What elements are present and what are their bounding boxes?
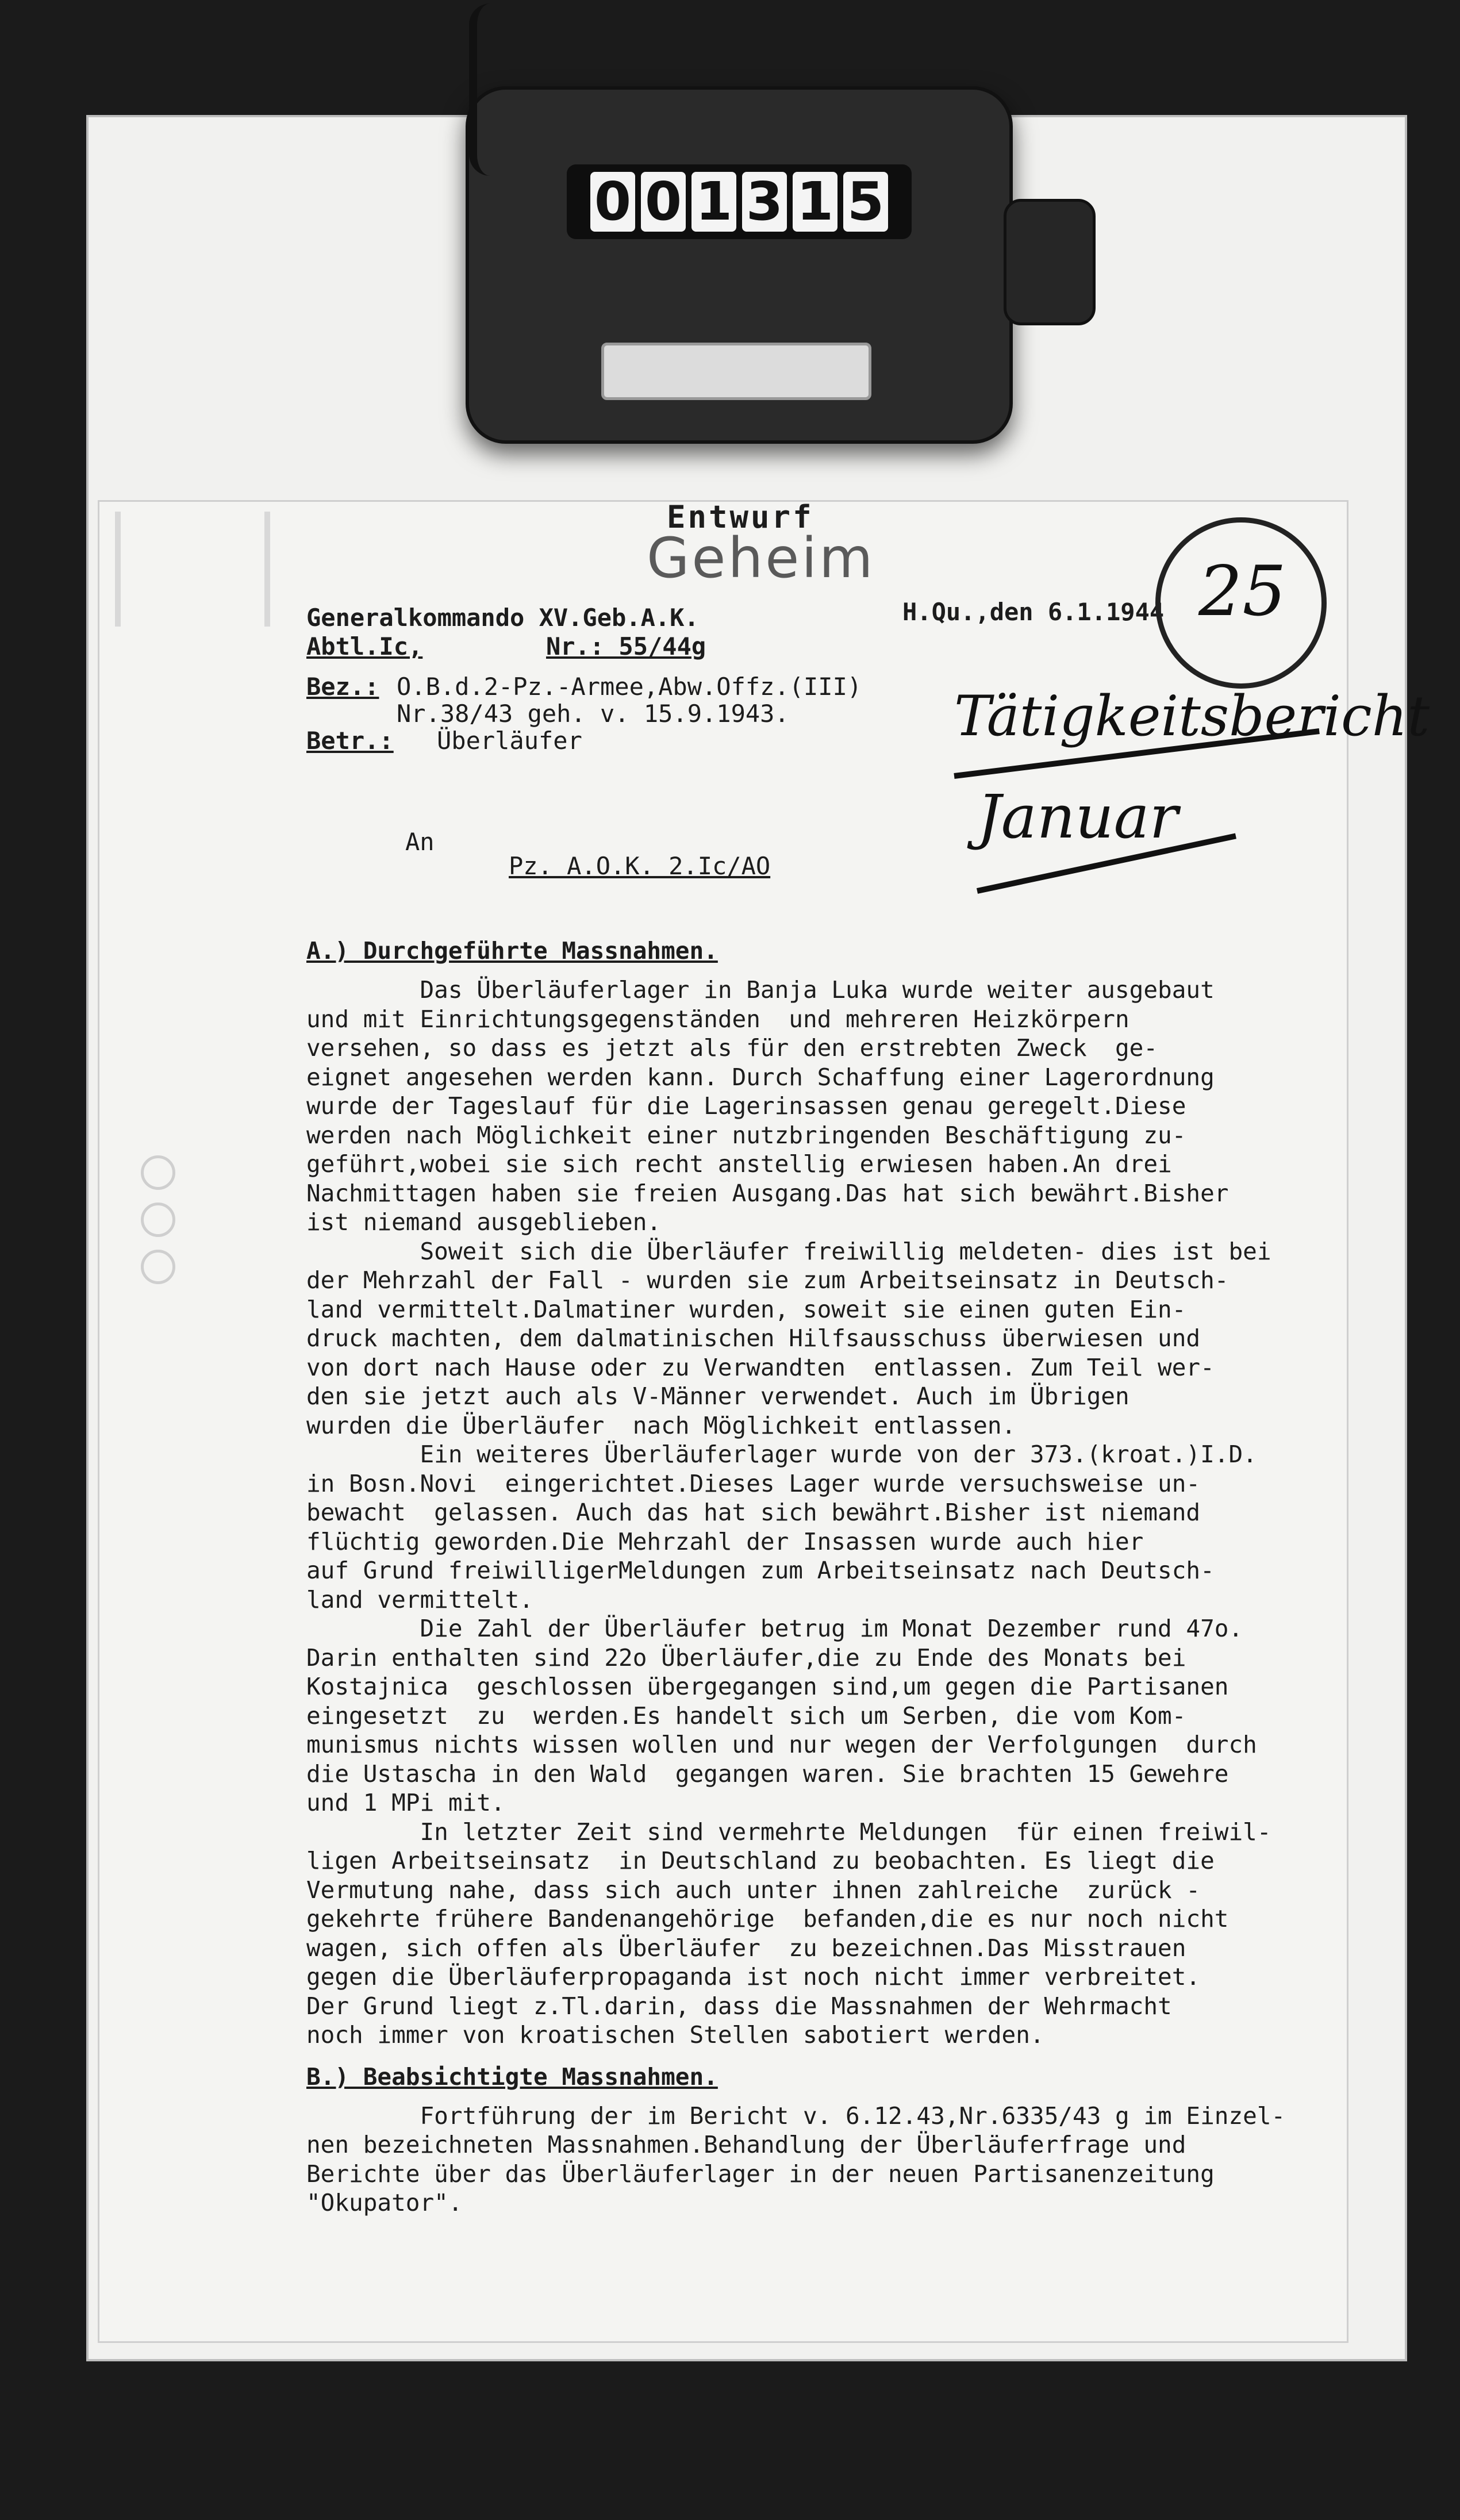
punch-hole [141, 1155, 175, 1190]
an-label: An [405, 828, 435, 856]
betr-value: Überläufer [437, 727, 582, 755]
recipient: Pz. A.O.K. 2.Ic/AO [509, 852, 771, 880]
bez-label: Bez.: [306, 673, 379, 701]
handwritten-month: Januar [977, 782, 1178, 852]
counter-knob [1004, 199, 1096, 325]
bez-line2: Nr.38/43 geh. v. 15.9.1943. [397, 700, 789, 728]
page-counter-device [466, 86, 1013, 444]
body-line: land vermittelt.Dalmatiner wurden, soweit sie einen guten Ein- [306, 1295, 1186, 1323]
body-line: Nachmittagen haben sie freien Ausgang.Das hat sich bewährt.Bisher [306, 1179, 1229, 1207]
body-line: Soweit sich die Überläufer freiwillig meldeten- dies ist bei [306, 1237, 1271, 1265]
body-line: von dort nach Hause oder zu Verwandten entlassen. Zum Teil wer- [306, 1353, 1215, 1381]
body-line: Der Grund liegt z.Tl.darin, dass die Massnahmen der Wehrmacht [306, 1992, 1172, 2020]
body-line: und mit Einrichtungsgegenständen und mehreren Heizkörpern [306, 1005, 1129, 1033]
body-line: eingesetzt zu werden.Es handelt sich um Serben, die vom Kom- [306, 1701, 1186, 1730]
body-line: Fortführung der im Bericht v. 6.12.43,Nr.6335/43 g im Einzel- [306, 2102, 1286, 2130]
body-line: Kostajnica geschlossen übergegangen sind,um gegen die Partisanen [306, 1673, 1229, 1700]
punch-hole [141, 1203, 175, 1237]
counter-digit: 1 [691, 172, 736, 232]
body-line: "Okupator". [306, 2189, 463, 2216]
punch-holes [141, 1155, 175, 1297]
body-line: geführt,wobei sie sich recht anstellig erwiesen haben.An drei [306, 1150, 1172, 1178]
body-line: land vermittelt. [306, 1585, 533, 1614]
draft-label: Entwurf [667, 499, 814, 535]
body-line: Darin enthalten sind 22o Überläufer,die zu Ende des Monats bei [306, 1643, 1186, 1672]
counter-plate [601, 343, 871, 400]
body-line: die Ustascha in den Wald gegangen waren. Sie brachten 15 Gewehre [306, 1760, 1229, 1788]
body-line: munismus nichts wissen wollen und nur wegen der Verfolgungen durch [306, 1731, 1257, 1758]
body-line: ist niemand ausgeblieben. [306, 1208, 662, 1236]
sender-line1: Generalkommando XV.Geb.A.K. [306, 604, 699, 632]
location-date: H.Qu.,den 6.1.1944 [902, 598, 1165, 626]
body-line: in Bosn.Novi eingerichtet.Dieses Lager wurde versuchsweise un- [306, 1469, 1201, 1497]
body-line: versehen, so dass es jetzt als für den erstrebten Zweck ge- [306, 1034, 1158, 1062]
counter-display [567, 164, 912, 239]
punch-hole [141, 1250, 175, 1284]
handwritten-note: Tätigkeitsbericht [954, 684, 1430, 748]
body-line: bewacht gelassen. Auch das hat sich bewährt.Bisher ist niemand [306, 1499, 1201, 1526]
counter-digit: 0 [590, 172, 635, 232]
body-line: eignet angesehen werden kann. Durch Schaffung einer Lagerordnung [306, 1063, 1215, 1091]
body-line: und 1 MPi mit. [306, 1789, 505, 1816]
body-line: wurde der Tageslauf für die Lagerinsassen genau geregelt.Diese [306, 1092, 1186, 1120]
section-heading: B.) Beabsichtigte Massnahmen. [306, 2062, 718, 2091]
classification-stamp: Geheim [647, 526, 875, 590]
body-line: wagen, sich offen als Überläufer zu bezeichnen.Das Misstrauen [306, 1934, 1186, 1962]
body-line: druck machten, dem dalmatinischen Hilfsausschuss überwiesen und [306, 1324, 1201, 1352]
counter-digit: 5 [843, 172, 888, 232]
body-line: gegen die Überläuferpropaganda ist noch nicht immer verbreitet. [306, 1963, 1201, 1991]
body-line: Berichte über das Überläuferlager in der neuen Partisanenzeitung [306, 2160, 1215, 2188]
body-line: flüchtig geworden.Die Mehrzahl der Insassen wurde auch hier [306, 1527, 1144, 1555]
counter-digit: 0 [641, 172, 686, 232]
body-line: ligen Arbeitseinsatz in Deutschland zu beobachten. Es liegt die [306, 1847, 1215, 1874]
edge-mark [115, 512, 270, 627]
body-line: gekehrte frühere Bandenangehörige befanden,die es nur noch nicht [306, 1905, 1229, 1933]
body-line: In letzter Zeit sind vermehrte Meldungen für einen freiwil- [306, 1818, 1271, 1846]
reference-number: Nr.: 55/44g [546, 632, 706, 660]
counter-digit: 1 [793, 172, 837, 232]
bez-line1: O.B.d.2-Pz.-Armee,Abw.Offz.(III) [397, 673, 862, 701]
body-line: auf Grund freiwilligerMeldungen zum Arbeitseinsatz nach Deutsch- [306, 1557, 1215, 1584]
body-line: Ein weiteres Überläuferlager wurde von der 373.(kroat.)I.D. [306, 1440, 1257, 1468]
body-line: Vermutung nahe, dass sich auch unter ihnen zahlreiche zurück - [306, 1876, 1201, 1904]
body-line: noch immer von kroatischen Stellen sabotiert werden. [306, 2021, 1044, 2049]
body-line: wurden die Überläufer nach Möglichkeit entlassen. [306, 1411, 1016, 1439]
section-heading: A.) Durchgeführte Massnahmen. [306, 937, 718, 965]
body-line: werden nach Möglichkeit einer nutzbringenden Beschäftigung zu- [306, 1121, 1186, 1149]
body-line: den sie jetzt auch als V-Männer verwendet. Auch im Übrigen [306, 1382, 1129, 1410]
counter-cable [469, 3, 512, 176]
body-line: Das Überläuferlager in Banja Luka wurde weiter ausgebaut [306, 976, 1215, 1004]
body-line: Die Zahl der Überläufer betrug im Monat Dezember rund 47o. [306, 1615, 1243, 1642]
sender-line2: Abtl.Ic, [306, 632, 423, 660]
page-number: 25 [1198, 552, 1286, 632]
body-line: nen bezeichneten Massnahmen.Behandlung der Überläuferfrage und [306, 2131, 1186, 2158]
betr-label: Betr.: [306, 727, 394, 755]
body-line: der Mehrzahl der Fall - wurden sie zum Arbeitseinsatz in Deutsch- [306, 1266, 1229, 1294]
counter-digit: 3 [742, 172, 787, 232]
